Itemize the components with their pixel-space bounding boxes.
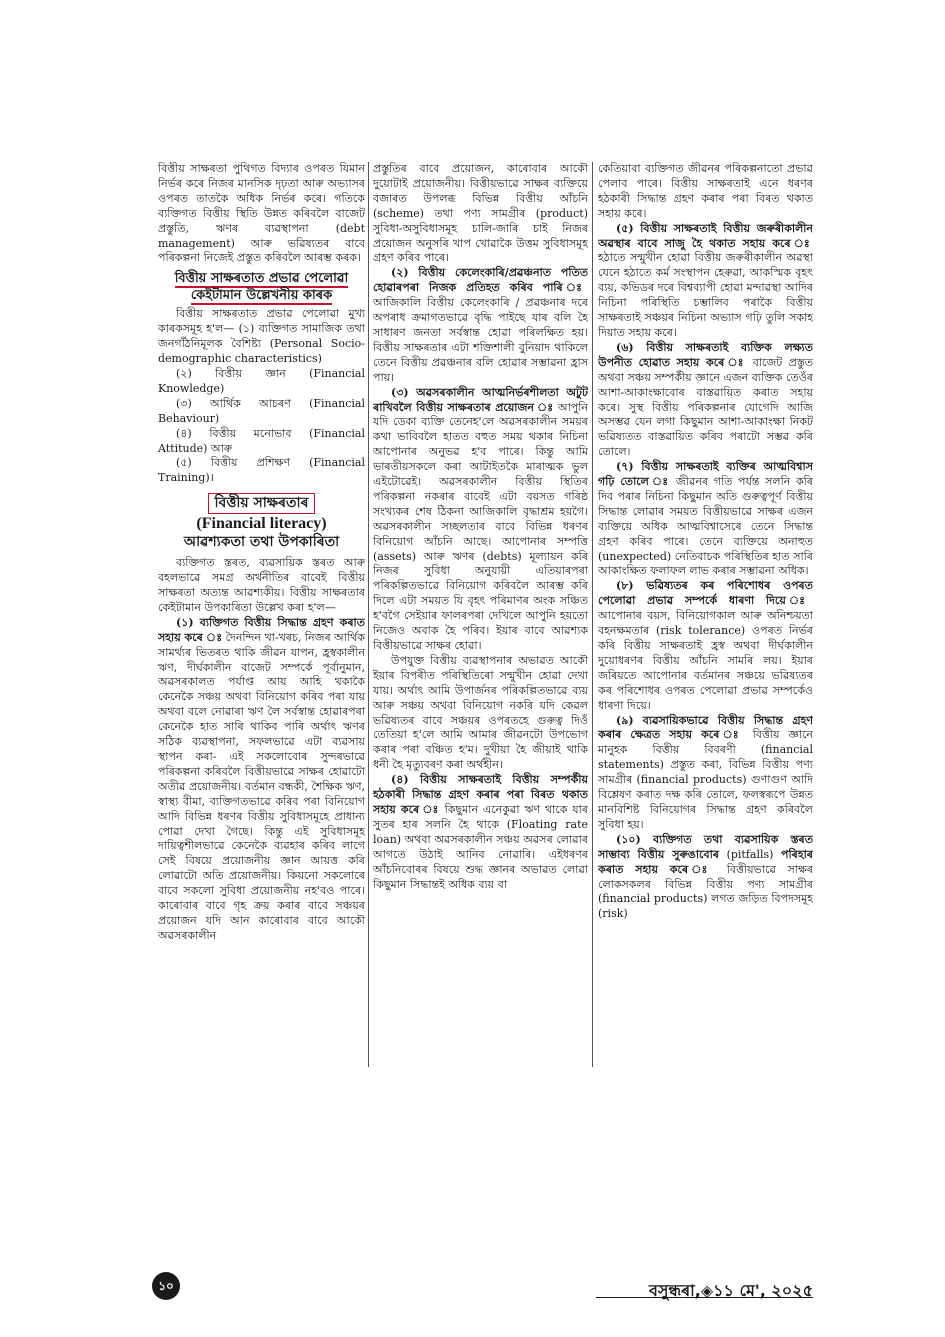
benefit-5-text: হঠাতে সন্মুখীন হোৱা বিত্তীয় জৰুৰীকালীন অৱস্থা যেনে হঠাতে কৰ্ম সংস্থাপন হেৰুৱা, আকস্মিক বৃহৎ ব্যয়, কভিডৰ দৰে বিশ্বব্যাপী হোৱা মন্দাৱস্থা আদিৰ নিচিনা পৰিস্থিতি চম্ভালিব পৰাকৈ বিত্তীয় সাক্ষৰতাই সঞ্চয়ৰ নিচিনা অভ্যাস গঢ়ি তুলি সকাহ দিয়াত সহায় কৰে।	[598, 251, 813, 339]
benefit-10-title: (১০) ব্যক্তিগত তথা ব্যৱসায়িক স্তৰত সাম্ভাব্য বিত্তীয় সুৰুঙাবোৰ	[598, 832, 813, 861]
factors-paragraph: বিত্তীয় সাক্ষৰতাত প্ৰভাৱ পেলোৱা মুখ্য কাৰকসমূহ হ'ল— (১) ব্যক্তিগত সামাজিক তথা জনগাঁঠনিমূলক বৈশিষ্ট্য (Personal Socio-demographic characteristics)	[158, 307, 365, 366]
benefit-7-paragraph	[598, 460, 813, 579]
heading-line-3: আৱশ্যকতা তথা উপকাৰিতা	[183, 534, 340, 551]
benefits-intro-paragraph: ব্যক্তিগত স্তৰত, ব্যৱসায়িক স্তৰত আৰু বহলভাৱে সমগ্ৰ অৰ্থনীতিৰ বাবেই বিত্তীয় সাক্ষৰতা অত্যন্ত আৱশ্যকীয়। বিত্তীয় সাক্ষৰতাৰ কেইটামান উপকাৰিতা উল্লেখ কৰা হ'ল—	[158, 556, 365, 614]
benefit-4-title: (৪) বিত্তীয় সাক্ষৰতাই বিত্তীয় সম্পৰ্কীয় হঠকাৰী সিদ্ধান্ত গ্ৰহণ কৰাৰ পৰা বিৰত থকাত সহায় কৰে ঃ	[373, 773, 588, 816]
benefit-1-title: (১) ব্যক্তিগত বিত্তীয় সিদ্ধান্ত গ্ৰহণ কৰাত সহায় কৰে ঃ	[158, 615, 365, 644]
footer-rule	[596, 1297, 813, 1298]
management-paragraph: উপযুক্ত বিত্তীয় ব্যৱস্থাপনাৰ অভাৱত আকৌ ইয়াৰ বিপৰীত পৰিস্থিতিৰো সন্মুখীন হোৱা দেখা যায়। অৰ্থাৎ আমি উপাৰ্জনৰ পৰিকল্পিতভাৱে ব্যয় আৰু সঞ্চয় অথবা বিনিয়োগ নকৰি যদি কেৱল ভৱিষ্যতৰ বাবে সঞ্চয়ৰ ওপৰতহে গুৰুত্ব দিওঁ তেতিয়া হ'লে আমি আমাৰ জীৱনটো উপভোগ কৰাৰ পৰা বঞ্চিত হ'ম। দুখীয়া হৈ জীয়াই থাকি ধনী হৈ মৃত্যুবৰণ কৰা অৰ্থহীন।	[373, 653, 588, 772]
section-heading-benefits	[158, 492, 365, 552]
benefit-7-text: জীৱনৰ গতি পৰ্যন্ত সলনি কৰি দিব পৰাৰ নিচিনা কিছুমান অতি গুৰুত্বপূৰ্ণ বিত্তীয় সিদ্ধান্ত লোৱাৰ সময়ত বিত্তীয়ভাৱে সাক্ষৰ এজন ব্যক্তিয়ে অধিক আত্মবিশ্বাসেৰে তেনে সিদ্ধান্ত গ্ৰহণ কৰিব পাৰে। তেনে ব্যক্তিয়ে অনাহুত (unexpected) নেতিবাচক পৰিস্থিতিৰ হাত সাৰি আকাংক্ষিত ফলাফল লাভ কৰাৰ সম্ভাৱনা অধিক।	[598, 475, 813, 578]
benefit-6-paragraph	[598, 341, 813, 460]
continuation-paragraph: প্ৰস্তুতিৰ বাবে প্ৰয়োজন, কাৰোবাৰ আকৌ দুয়োটাই প্ৰয়োজনীয়। বিত্তীয়ভাৱে সাক্ষৰ ব্যক্তিয়ে বজাৰত উপলব্ধ বিভিন্ন বিত্তীয় আঁচনি (scheme) তথা পণ্য সামগ্ৰীৰ (product) সুবিধা-অসুবিধাসমূহ চালি-জাৰি চাই নিজৰ প্ৰয়োজন অনুসৰি খাপ খোৱাকৈ উত্তম সুবিধাসমূহ গ্ৰহণ কৰিব পাৰে।	[373, 162, 588, 265]
benefit-2-text: আজিকালি বিত্তীয় কেলেংকাৰি / প্ৰৱঞ্চনাৰ দৰে অপৰাধ ক্ৰমাগতভাৱে বৃদ্ধি পাইছে যাৰ বলি হৈ সাধাৰণ জনতা সৰ্বস্বান্ত হোৱা পৰিলক্ষিত হয়। বিত্তীয় সাক্ষৰতাৰ এটা শক্তিশালী বুনিয়াদ থাকিলে তেনে বিত্তীয় প্ৰৱঞ্চনাৰ বলি হোৱাৰ সম্ভাৱনা হ্ৰাস পায়।	[373, 296, 588, 384]
benefit-3-title: (৩) অৱসৰকালীন আত্মনিৰ্ভৰশীলতা অটুট ৰাখিবলৈ বিত্তীয় সাক্ষৰতাৰ প্ৰয়োজন ঃ	[373, 385, 588, 414]
benefit-4-text: কিছুমান এনেকুৱা ঋণ থাকে যাৰ সুতৰ হাৰ সলনি হৈ থাকে (Floating rate loan) অথবা অৱসৰকালীন সঞ্চয় অৱসৰ লোৱাৰ আগতে উঠাই আনিব নোৱাৰি। এইধৰণৰ আঁচনিবোৰৰ বিষয়ে শুদ্ধ জ্ঞানৰ অভাৱত লোৱা কিছুমান সিদ্ধান্তই অধিক ব্যয় বা	[373, 802, 588, 891]
section-heading-factors: বিত্তীয় সাক্ষৰতাত প্ৰভাৱ পেলোৱা কেইটামান উল্লেখনীয় কাৰক	[174, 271, 349, 304]
factor-item-3: (৩) আৰ্থিক আচৰণ (Financial Behaviour)	[158, 396, 365, 425]
column-divider-2	[592, 162, 593, 1067]
benefit-5-title: (৫) বিত্তীয় সাক্ষৰতাই বিত্তীয় জৰুৰীকালীন অৱস্থাৰ বাবে সাজু হৈ থকাত সহায় কৰে ঃ	[598, 221, 813, 250]
factor-item-4: (৪) বিত্তীয় মনোভাব (Financial Attitude) আৰু	[158, 426, 365, 455]
benefit-1-text: দৈনন্দিন খা-খৰচ, নিজৰ আৰ্থিক সামৰ্থ্যৰ ভিতৰত থাকি জীৱন যাপন, হ্ৰস্বকালীন ঋণ, দীৰ্ঘকালীন বাজেট সম্পৰ্কে পূৰ্বানুমান, অৱসৰকালত পৰ্যাপ্ত আয় আহি থকাকৈ কেনেকৈ সঞ্চয় অথবা বিনিয়োগ কৰিব পৰা যায় অথবা বলে নোৱাৰা ঋণ লৈ সৰ্বস্বান্ত হোৱাৰপৰা কেনেকৈ হাত সাৰি থাকিব পাৰি অৰ্থাৎ ঋণৰ সঠিক ব্যৱস্থাপনা, সফলভাৱে এটা ব্যৱসায় স্থাপন কৰা- এই সকলোবোৰ সুন্দৰভাৱে পৰিকল্পনা কৰিবলৈ বিত্তীয়ভাৱে সাক্ষৰ হোৱাটো অতীৱ প্ৰয়োজনীয়। বৰ্তমান বন্ধকী, শৈক্ষিক ঋণ, স্বাস্থ্য বীমা, ব্যক্তিগতভাৱে কৰিব পৰা বিনিয়োগ আদি বিভিন্ন ধৰণৰ বিত্তীয় সুবিধাসমূহে প্ৰাধান্য পোৱা দেখা গৈছে। কিন্তু এই সুবিধাসমূহ দায়িত্বশীলভাৱে কেনেকৈ ব্যৱহাৰ কৰিব লাগে সেই বিষয়ে প্ৰয়োজনীয় জ্ঞান আয়ত্ত কৰি লোৱাটো অতি প্ৰয়োজনীয়। কিয়নো সকলোৰে বাবে সকলো সুবিধা প্ৰয়োজনীয় নহ'বও পাৰে। কাৰোবাৰ বাবে গৃহ ক্ৰয় কৰাৰ বাবে সঞ্চয়ৰ প্ৰয়োজন যদি আন কাৰোবাৰ বাবে আকৌ অৱসৰকালীন	[158, 630, 365, 942]
benefit-10-title-end: পৰিহাৰ কৰাত সহায় কৰে ঃ	[598, 847, 813, 876]
benefit-4-paragraph	[373, 773, 588, 892]
factor-item-5: (৫) বিত্তীয় প্ৰশিক্ষণ (Financial Training)।	[158, 456, 365, 485]
heading-line-1: বিত্তীয় সাক্ষৰতাৰ	[208, 493, 316, 514]
benefit-1-paragraph	[158, 616, 365, 944]
factor-item-2: (২) বিত্তীয় জ্ঞান (Financial Knowledge)	[158, 366, 365, 395]
benefit-6-text: বাজেট প্ৰস্তুত অথবা সঞ্চয় সম্পৰ্কীয় জ্ঞানে এজন ব্যক্তিক তেওঁৰ আশা-আকাংক্ষাবোৰ বাস্তৱায়িত কৰাত সহায় কৰে। সুস্থ বিত্তীয় পৰিকল্পনাৰ যোগেদি আজি অসম্ভৱ যেন লগা কিছুমান আশা-আকাংক্ষা নিকট ভৱিষ্যতত বাস্তৱায়িত কৰিব পৰাটো সম্ভৱ কৰি তোলে।	[598, 355, 813, 459]
benefit-9-text: বিত্তীয় জ্ঞানে মানুহক বিত্তীয় বিবৰণী (financial statements) প্ৰস্তুত কৰা, বিভিন্ন বিত্তীয় পণ্য সামগ্ৰীৰ (financial products) গুণাগুণ আদি বিশ্লেষণ কৰাত দক্ষ কৰি তোলে, ফলস্বৰূপে উন্নত মানবিশিষ্ট বিনিয়োগৰ সিদ্ধান্ত গ্ৰহণ কৰিবলৈ সুবিধা হয়।	[598, 728, 813, 831]
benefit-9-title: (৯) ব্যৱসায়িকভাৱে বিত্তীয় সিদ্ধান্ত গ্ৰহণ কৰাৰ ক্ষেত্ৰত সহায় কৰে ঃ	[598, 713, 813, 742]
publication-footer: বসুন্ধৰা,◈১১ মে', ২০২৫	[648, 1281, 813, 1300]
continuation-paragraph-2: কেতিয়াবা ব্যক্তিগত জীৱনৰ পৰিকল্পনাতো প্ৰভাৱ পেলাব পাৰে। বিত্তীয় সাক্ষৰতাই এনে ধৰণৰ হঠকাৰী সিদ্ধান্ত গ্ৰহণ কৰাৰ পৰা বিৰত থকাত সহায় কৰে।	[598, 162, 813, 220]
column-divider-1	[368, 162, 369, 1067]
benefit-10-paragraph	[598, 833, 813, 922]
benefit-10-text: বিত্তীয়ভাৱে সাক্ষৰ লোকসকলৰ বিভিন্ন বিত্তীয় পণ্য সামগ্ৰীৰ (financial products) লগত জড়িত বিপদসমূহ (risk)	[598, 862, 813, 921]
benefit-2-paragraph	[373, 266, 588, 385]
benefit-8-paragraph	[598, 579, 813, 713]
column-3	[598, 162, 813, 1067]
column-1	[158, 162, 365, 962]
heading-line-2: (Financial literacy)	[196, 515, 327, 533]
benefit-3-paragraph	[373, 386, 588, 654]
benefit-10-term: (pitfalls)	[718, 847, 782, 861]
benefit-8-text: আপোনাৰ বয়স, বিনিয়োগকাল আৰু অনিশ্চয়তা বহনক্ষমতাৰ (risk tolerance) ওপৰত নিৰ্ভৰ কৰি বিত্তীয় সাক্ষৰতাই হ্ৰস্ব অথবা দীৰ্ঘকালীন দুয়োধৰণৰ বিত্তীয় আঁচনি সামৰি লয়। ইয়াৰ জৰিয়তে আপোনাৰ বৰ্তমানৰ সঞ্চয়ে ভৱিষ্যতৰ কৰ পৰিশোধৰ ওপৰত পেলোৱা প্ৰভাৱ সম্পৰ্কেও ধাৰণা দিয়ে।	[598, 609, 813, 712]
benefit-2-title: (২) বিত্তীয় কেলেংকাৰি/প্ৰৱঞ্চনাত পতিত হোৱাৰপৰা নিজক প্ৰতিহত কৰিব পাৰি ঃ	[373, 266, 588, 295]
benefit-6-title: (৬) বিত্তীয় সাক্ষৰতাই ব্যক্তিক লক্ষ্যত উপনীত হোৱাত সহায় কৰে ঃ	[598, 340, 813, 369]
intro-paragraph: বিত্তীয় সাক্ষৰতা পুথিগত বিদ্যাৰ ওপৰত যিমান নিৰ্ভৰ কৰে নিজৰ মানসিক দৃঢ়তা আৰু অভ্যাসৰ ওপৰত তাতকৈ অধিক নিৰ্ভৰ কৰে। গতিকে ব্যক্তিগত বিত্তীয় স্থিতি উন্নত কৰিবলৈ বাজেট প্ৰস্তুতি, ঋণৰ ব্যৱস্থাপনা (debt management) আৰু ভৱিষ্যতৰ বাবে পৰিকল্পনা নিজেই প্ৰস্তুত কৰিবলৈ আৰম্ভ কৰক।	[158, 162, 365, 265]
benefit-9-paragraph	[598, 714, 813, 833]
page-number-badge: ১০	[152, 1272, 180, 1300]
column-2	[373, 162, 588, 1067]
benefit-3-text: আপুনি যদি ডেকা ব্যক্তি তেনেহ'লে অৱসৰকালীন সময়ৰ কথা ভাবিবলৈ হাতত বহুত সময় থকাৰ নিচিনা আপোনাৰ অনুভৱ হ'ব পাৰে। কিন্তু আমি ভাৰতীয়সকলে কৰা আটাইতকৈ মাৰাত্মক ভুল এইটোৱেই। অৱসৰকালীন বিত্তীয় স্থিতিৰ পৰিকল্পনা নকৰাৰ বাবেই এটা বয়সত গৰিষ্ঠ সংখ্যকৰ শেষ ঠিকনা আজিকালি বৃদ্ধাশ্ৰম হয়গৈ। অৱসৰকালীন সচ্ছলতাৰ বাবে বিভিন্ন ধৰণৰ বিনিয়োগ আঁচনি আছে। আপোনাৰ সম্পত্তি (assets) আৰু ঋণৰ (debts) মূল্যায়ন কৰি নিজৰ সুবিধা অনুযায়ী এতিয়াৰপৰা পৰিকল্পিতভাৱে বিনিয়োগ কৰিবলৈ আৰম্ভ কৰি দিলে এটা সময়ত যি বৃহৎ পৰিমাণৰ অংক সঞ্চিত হ'বগৈ সেইয়াৰ ফালৰপৰা দেখিলে আপুনি হয়তো নিজেও অবাক হৈ পৰিব। ইয়াৰ বাবে আৱশ্যক বিত্তীয়ভাৱে সাক্ষৰ হোৱা।	[373, 400, 588, 652]
benefit-7-title: (৭) বিত্তীয় সাক্ষৰতাই ব্যক্তিৰ আত্মবিশ্বাস গঢ়ি তোলে ঃ	[598, 460, 813, 489]
benefit-8-title: (৮) ভৱিষ্যতৰ কৰ পৰিশোধৰ ওপৰত পেলোৱা প্ৰভাৱ সম্পৰ্কে ধাৰণা দিয়ে ঃ	[598, 579, 813, 608]
benefit-5-paragraph	[598, 222, 813, 341]
